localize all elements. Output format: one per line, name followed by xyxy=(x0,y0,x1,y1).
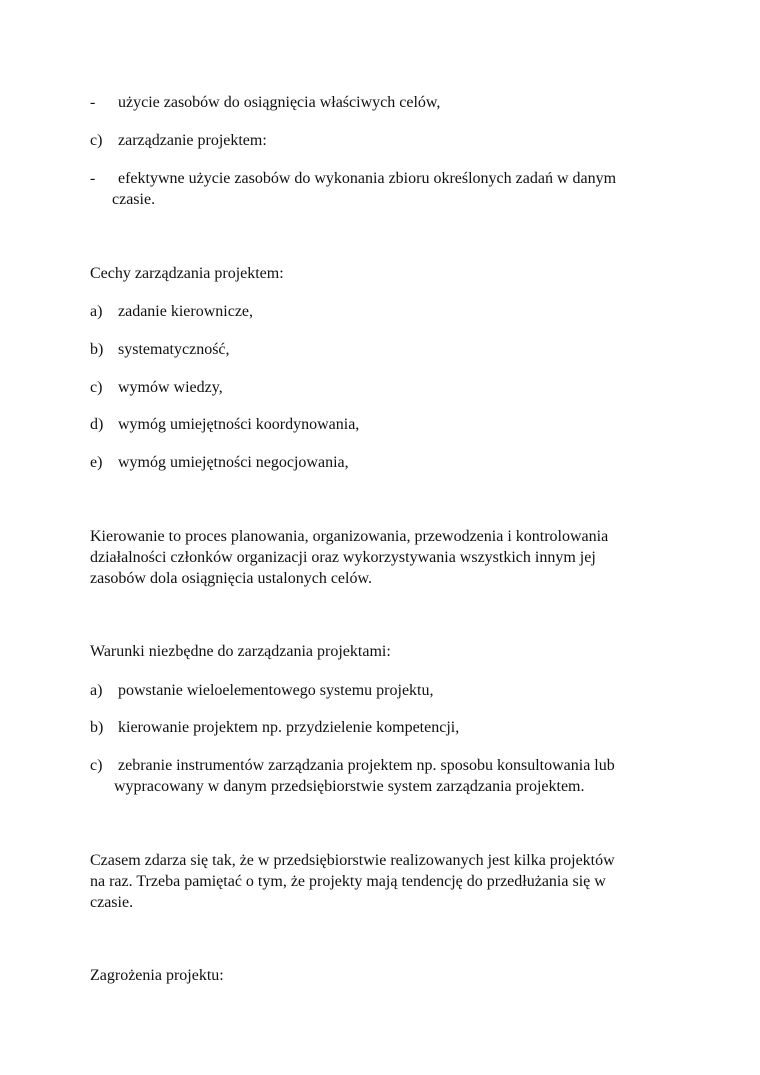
section-heading-threats: Zagrożenia projektu: xyxy=(90,967,224,984)
paragraph-line: działalności członków organizacji oraz wykorzystywania wszystkich innym jej xyxy=(90,549,596,566)
paragraph-line: czasie. xyxy=(90,894,134,911)
list-item-text: zebranie instrumentów zarządzania projektem np. sposobu konsultowania lub xyxy=(118,757,615,774)
list-marker: a) xyxy=(90,682,103,699)
list-item-text: efektywne użycie zasobów do wykonania zbioru określonych zadań w danym xyxy=(118,170,617,187)
paragraph-line: na raz. Trzeba pamiętać o tym, że projekty mają tendencję do przedłużania się w xyxy=(90,873,606,890)
list-item-text: wymów wiedzy, xyxy=(118,379,223,396)
list-marker: b) xyxy=(90,341,104,358)
list-marker: c) xyxy=(90,379,103,396)
list-marker: c) xyxy=(90,757,103,774)
list-item-text: systematyczność, xyxy=(118,341,230,358)
list-item-text: zadanie kierownicze, xyxy=(118,303,254,320)
list-marker: a) xyxy=(90,303,103,320)
list-item-text: użycie zasobów do osiągnięcia właściwych celów, xyxy=(118,94,441,111)
section-heading-conditions: Warunki niezbędne do zarządzania projektami: xyxy=(90,643,391,660)
list-item-continuation: czasie. xyxy=(112,191,156,208)
list-marker: b) xyxy=(90,719,104,736)
list-item-continuation: wypracowany w danym przedsiębiorstwie system zarządzania projektem. xyxy=(114,778,585,795)
paragraph-line: zasobów dola osiągnięcia ustalonych celów. xyxy=(90,570,372,587)
list-item-text: wymóg umiejętności koordynowania, xyxy=(118,416,360,433)
list-marker: - xyxy=(90,94,96,111)
list-marker: d) xyxy=(90,416,104,433)
list-item-text: zarządzanie projektem: xyxy=(118,132,267,149)
list-marker: c) xyxy=(90,132,103,149)
paragraph-line: Czasem zdarza się tak, że w przedsiębiorstwie realizowanych jest kilka projektów xyxy=(90,852,615,869)
paragraph-line: Kierowanie to proces planowania, organizowania, przewodzenia i kontrolowania xyxy=(90,528,609,545)
list-marker: e) xyxy=(90,454,103,471)
list-item-text: powstanie wieloelementowego systemu projektu, xyxy=(118,682,434,699)
section-heading-features: Cechy zarządzania projektem: xyxy=(90,265,284,282)
list-item-text: wymóg umiejętności negocjowania, xyxy=(118,454,349,471)
list-item-text: kierowanie projektem np. przydzielenie kompetencji, xyxy=(118,719,460,736)
list-marker: - xyxy=(90,170,96,187)
